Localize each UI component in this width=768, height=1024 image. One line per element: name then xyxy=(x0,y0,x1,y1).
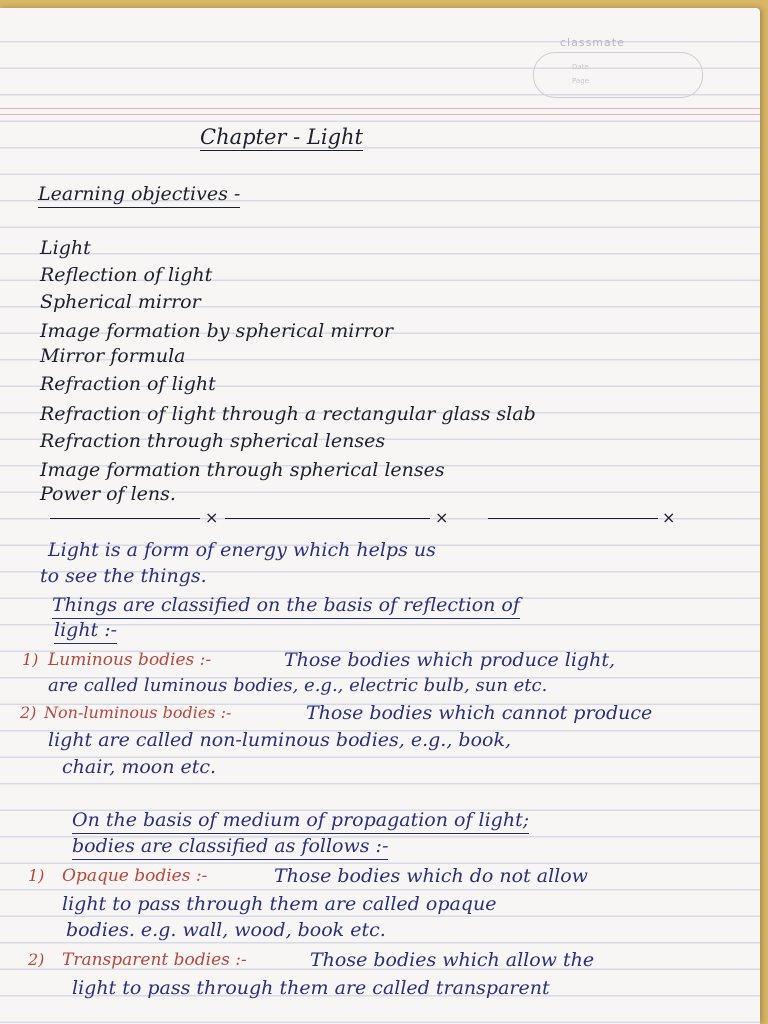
separator-cross: × xyxy=(662,508,676,527)
list-number: 2) xyxy=(20,703,37,722)
separator-cross: × xyxy=(205,508,219,527)
notebook-page xyxy=(0,8,760,1024)
brand-logo: classmate xyxy=(560,36,625,49)
medium-heading: On the basis of medium of propagation of light; xyxy=(72,808,529,834)
luminous-definition: are called luminous bodies, e.g., electric bulb, sun etc. xyxy=(48,675,548,696)
top-margin-line xyxy=(0,108,760,115)
transparent-term: Transparent bodies :- xyxy=(62,950,247,970)
date-page-box xyxy=(533,52,703,98)
non-luminous-definition: light are called non-luminous bodies, e.g., book, xyxy=(48,729,512,751)
opaque-term: Opaque bodies :- xyxy=(62,866,208,886)
separator-line xyxy=(50,518,200,519)
chapter-title: Chapter - Light xyxy=(200,125,363,149)
luminous-definition: Those bodies which produce light, xyxy=(284,649,615,671)
objective-item: Light xyxy=(40,237,91,259)
opaque-definition: Those bodies which do not allow xyxy=(274,865,588,887)
reflection-heading: Things are classified on the basis of reflection of xyxy=(52,593,520,619)
luminous-term: Luminous bodies :- xyxy=(48,650,212,670)
list-number: 1) xyxy=(28,866,45,885)
objectives-heading: Learning objectives - xyxy=(38,182,240,208)
objective-item: Image formation through spherical lenses xyxy=(40,459,445,481)
separator-cross: × xyxy=(435,508,449,527)
objective-item: Reflection of light xyxy=(40,264,213,286)
objective-item: Refraction of light xyxy=(40,373,216,395)
non-luminous-term: Non-luminous bodies :- xyxy=(44,703,232,722)
transparent-definition: light to pass through them are called transparent xyxy=(72,977,550,999)
intro-line: to see the things. xyxy=(40,565,207,587)
opaque-definition: bodies. e.g. wall, wood, book etc. xyxy=(66,919,386,941)
objective-item: Refraction through spherical lenses xyxy=(40,430,386,452)
non-luminous-definition: Those bodies which cannot produce xyxy=(306,702,653,724)
medium-heading-cont: bodies are classified as follows :- xyxy=(72,834,388,860)
page-label: Page xyxy=(572,77,589,85)
transparent-definition: Those bodies which allow the xyxy=(310,949,595,971)
opaque-definition: light to pass through them are called opaque xyxy=(62,893,497,915)
intro-line: Light is a form of energy which helps us xyxy=(48,539,436,561)
objective-item: Mirror formula xyxy=(40,345,186,367)
date-label: Date xyxy=(572,63,589,71)
objective-item: Spherical mirror xyxy=(40,291,201,313)
reflection-heading-cont: light :- xyxy=(54,618,117,644)
non-luminous-definition: chair, moon etc. xyxy=(62,756,217,778)
list-number: 2) xyxy=(28,950,45,969)
separator-line xyxy=(488,518,658,519)
objective-item: Refraction of light through a rectangular glass slab xyxy=(40,403,536,425)
objective-item: Power of lens. xyxy=(40,483,176,505)
objective-item: Image formation by spherical mirror xyxy=(40,320,393,342)
separator-line xyxy=(225,518,430,519)
list-number: 1) xyxy=(22,650,39,669)
